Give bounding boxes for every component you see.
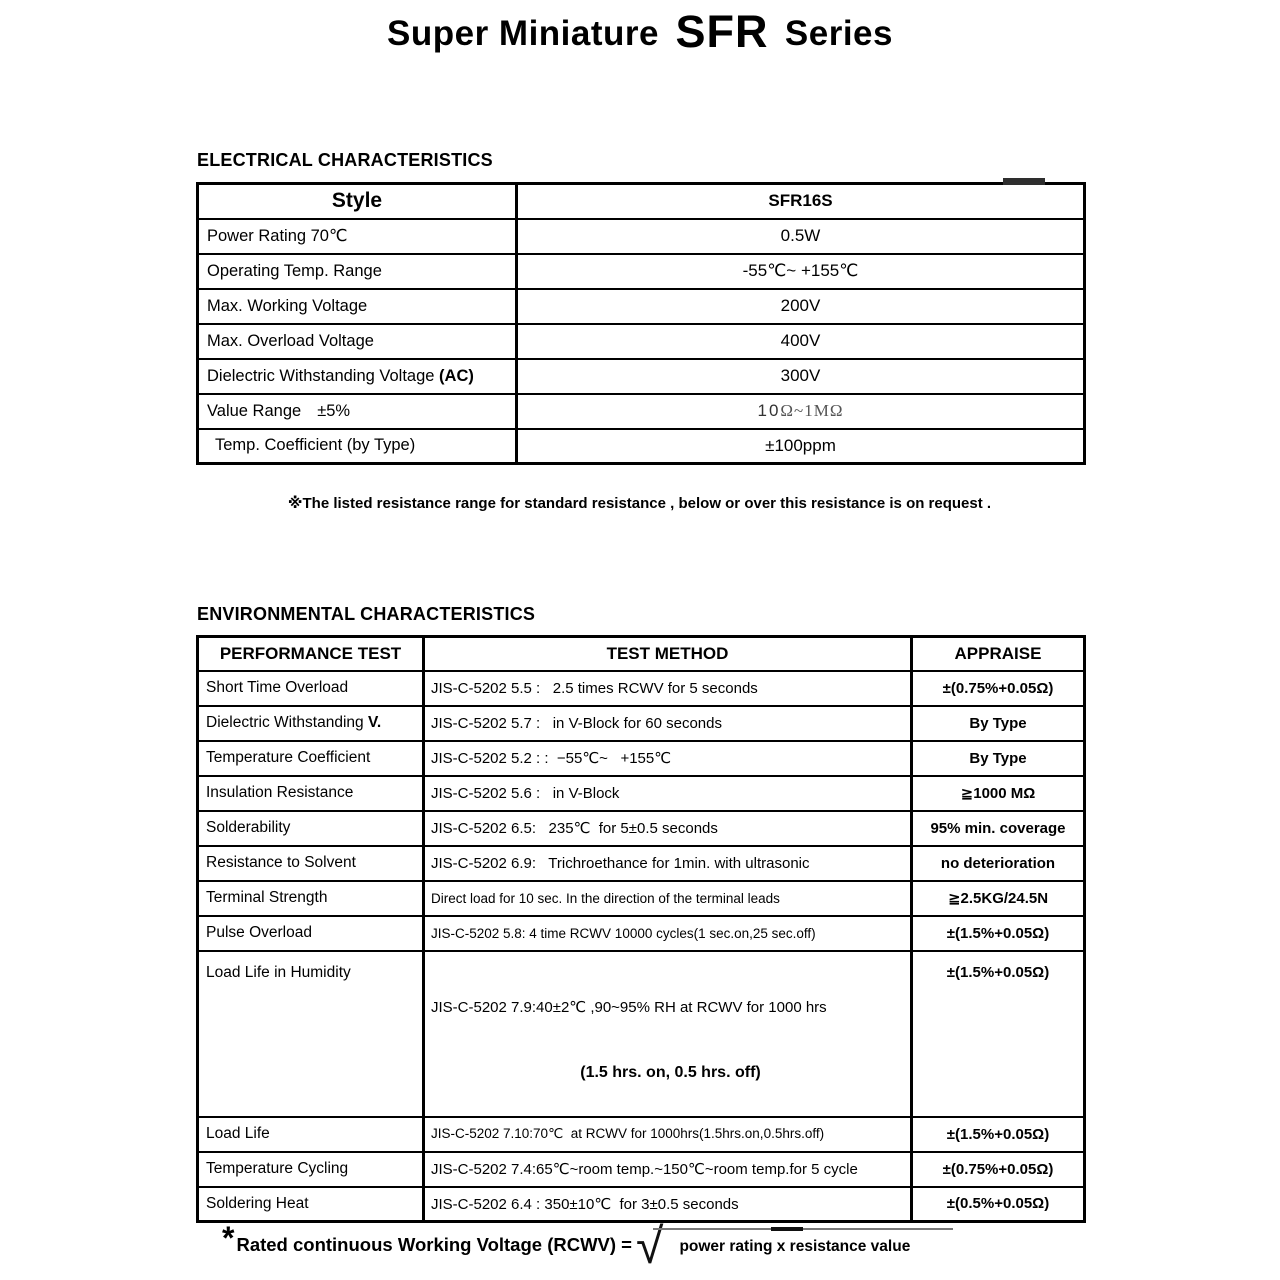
elec-label-dielectric-voltage: Dielectric Withstanding Voltage (AC) [198,359,517,394]
table-row [198,776,1085,811]
environmental-table [196,635,1086,1223]
env-method-dielectric-withstanding: JIS-C-5202 5.7 : in V-Block for 60 seconds [424,706,912,741]
elec-value-operating-temp: -55℃~ +155℃ [517,254,1085,289]
env-method-resistance-to-solvent: JIS-C-5202 6.9: Trichroethance for 1min. with ultrasonic [424,846,912,881]
page-title [0,6,1280,58]
env-appraise-terminal-strength: ≧2.5KG/24.5N [912,881,1085,916]
elec-value-value-range: 10Ω~1MΩ [517,394,1085,429]
env-test-solderability: Solderability [198,811,424,846]
rcwv-formula-label: Rated continuous Working Voltage (RCWV) = [236,1234,632,1255]
env-method-soldering-heat: JIS-C-5202 6.4 : 350±10℃ for 3±0.5 seconds [424,1187,912,1222]
env-test-terminal-strength: Terminal Strength [198,881,424,916]
table-row [198,706,1085,741]
env-method-temperature-coefficient: JIS-C-5202 5.2 : : −55℃~ +155℃ [424,741,912,776]
env-test-dielectric-withstanding: Dielectric Withstanding V. [198,706,424,741]
tolerance-label: ±5% [317,401,351,420]
scan-mark [771,1227,803,1231]
elec-value-dielectric-voltage: 300V [517,359,1085,394]
elec-label-max-working-voltage: Max. Working Voltage [198,289,517,324]
elec-value-power-rating: 0.5W [517,219,1085,254]
env-test-temperature-cycling: Temperature Cycling [198,1152,424,1187]
electrical-table [196,182,1086,465]
asterisk-mark: * [222,1220,235,1256]
env-appraise-temperature-coefficient: By Type [912,741,1085,776]
env-header-appraise: APPRAISE [912,637,1085,671]
env-appraise-temperature-cycling: ±(0.75%+0.05Ω) [912,1152,1085,1187]
square-root-icon: √ [635,1218,664,1274]
env-appraise-solderability: 95% min. coverage [912,811,1085,846]
title-prefix: Super Miniature [387,14,659,53]
electrical-header-style: Style [198,184,517,219]
electrical-section-heading: ELECTRICAL CHARACTERISTICS [197,150,493,170]
env-method-solderability: JIS-C-5202 6.5: 235℃ for 5±0.5 seconds [424,811,912,846]
table-row [198,429,1085,464]
env-header-test-method: TEST METHOD [424,637,912,671]
table-row [198,254,1085,289]
env-appraise-soldering-heat: ±(0.5%+0.05Ω) [912,1187,1085,1222]
env-method-insulation-resistance: JIS-C-5202 5.6 : in V-Block [424,776,912,811]
table-row [198,881,1085,916]
env-test-load-life: Load Life [198,1117,424,1152]
table-row [198,1117,1085,1152]
env-test-resistance-to-solvent: Resistance to Solvent [198,846,424,881]
env-appraise-resistance-to-solvent: no deterioration [912,846,1085,881]
env-method-load-life-humidity-line1: JIS-C-5202 7.9:40±2℃ ,90~95% RH at RCWV for 1000 hrs [431,998,827,1016]
scan-mark [1003,178,1045,185]
table-row [198,324,1085,359]
rcwv-formula [222,1218,953,1274]
env-appraise-short-time-overload: ±(0.75%+0.05Ω) [912,671,1085,706]
table-row [198,811,1085,846]
table-row [198,1152,1085,1187]
table-row [198,1187,1085,1222]
table-row [198,846,1085,881]
environmental-section-heading: ENVIRONMENTAL CHARACTERISTICS [197,604,536,624]
electrical-header-model: SFR16S [517,184,1085,219]
elec-label-power-rating: Power Rating 70℃ [198,219,517,254]
env-method-load-life-humidity [424,951,912,1117]
title-series-code: SFR [675,6,769,57]
env-test-pulse-overload: Pulse Overload [198,916,424,951]
table-row [198,219,1085,254]
elec-value-temp-coefficient: ±100ppm [517,429,1085,464]
env-header-performance-test: PERFORMANCE TEST [198,637,424,671]
table-row [198,916,1085,951]
env-test-soldering-heat: Soldering Heat [198,1187,424,1222]
table-row [198,741,1085,776]
env-method-short-time-overload: JIS-C-5202 5.5 : 2.5 times RCWV for 5 seconds [424,671,912,706]
env-appraise-load-life-humidity: ±(1.5%+0.05Ω) [912,951,1085,1117]
elec-label-value-range: Value Range ±5% [198,394,517,429]
table-row [198,289,1085,324]
env-method-load-life: JIS-C-5202 7.10:70℃ at RCWV for 1000hrs(1.5hrs.on,0.5hrs.off) [424,1117,912,1152]
env-appraise-dielectric-withstanding: By Type [912,706,1085,741]
env-test-short-time-overload: Short Time Overload [198,671,424,706]
table-row [198,951,1085,1117]
environmental-header-row [198,637,1085,671]
env-method-terminal-strength: Direct load for 10 sec. In the direction of the terminal leads [424,881,912,916]
env-test-insulation-resistance: Insulation Resistance [198,776,424,811]
elec-label-operating-temp: Operating Temp. Range [198,254,517,289]
rcwv-formula-radicand: power rating x resistance value [653,1228,953,1256]
title-suffix: Series [784,14,893,53]
env-test-load-life-humidity: Load Life in Humidity [198,951,424,1117]
table-row [198,359,1085,394]
elec-label-temp-coefficient: Temp. Coefficient (by Type) [198,429,517,464]
env-appraise-insulation-resistance: ≧1000 MΩ [912,776,1085,811]
electrical-header-row [198,184,1085,219]
elec-value-max-overload-voltage: 400V [517,324,1085,359]
env-appraise-pulse-overload: ±(1.5%+0.05Ω) [912,916,1085,951]
elec-value-max-working-voltage: 200V [517,289,1085,324]
env-appraise-load-life: ±(1.5%+0.05Ω) [912,1117,1085,1152]
env-method-pulse-overload: JIS-C-5202 5.8: 4 time RCWV 10000 cycles(1 sec.on,25 sec.off) [424,916,912,951]
env-method-temperature-cycling: JIS-C-5202 7.4:65℃~room temp.~150℃~room temp.for 5 cycle [424,1152,912,1187]
table-row [198,671,1085,706]
elec-label-max-overload-voltage: Max. Overload Voltage [198,324,517,359]
resistance-range-footnote: ※The listed resistance range for standard resistance , below or over this resistance is on request . [287,495,992,512]
env-test-temperature-coefficient: Temperature Coefficient [198,741,424,776]
env-method-load-life-humidity-line2: (1.5 hrs. on, 0.5 hrs. off) [580,1063,761,1081]
table-row [198,394,1085,429]
